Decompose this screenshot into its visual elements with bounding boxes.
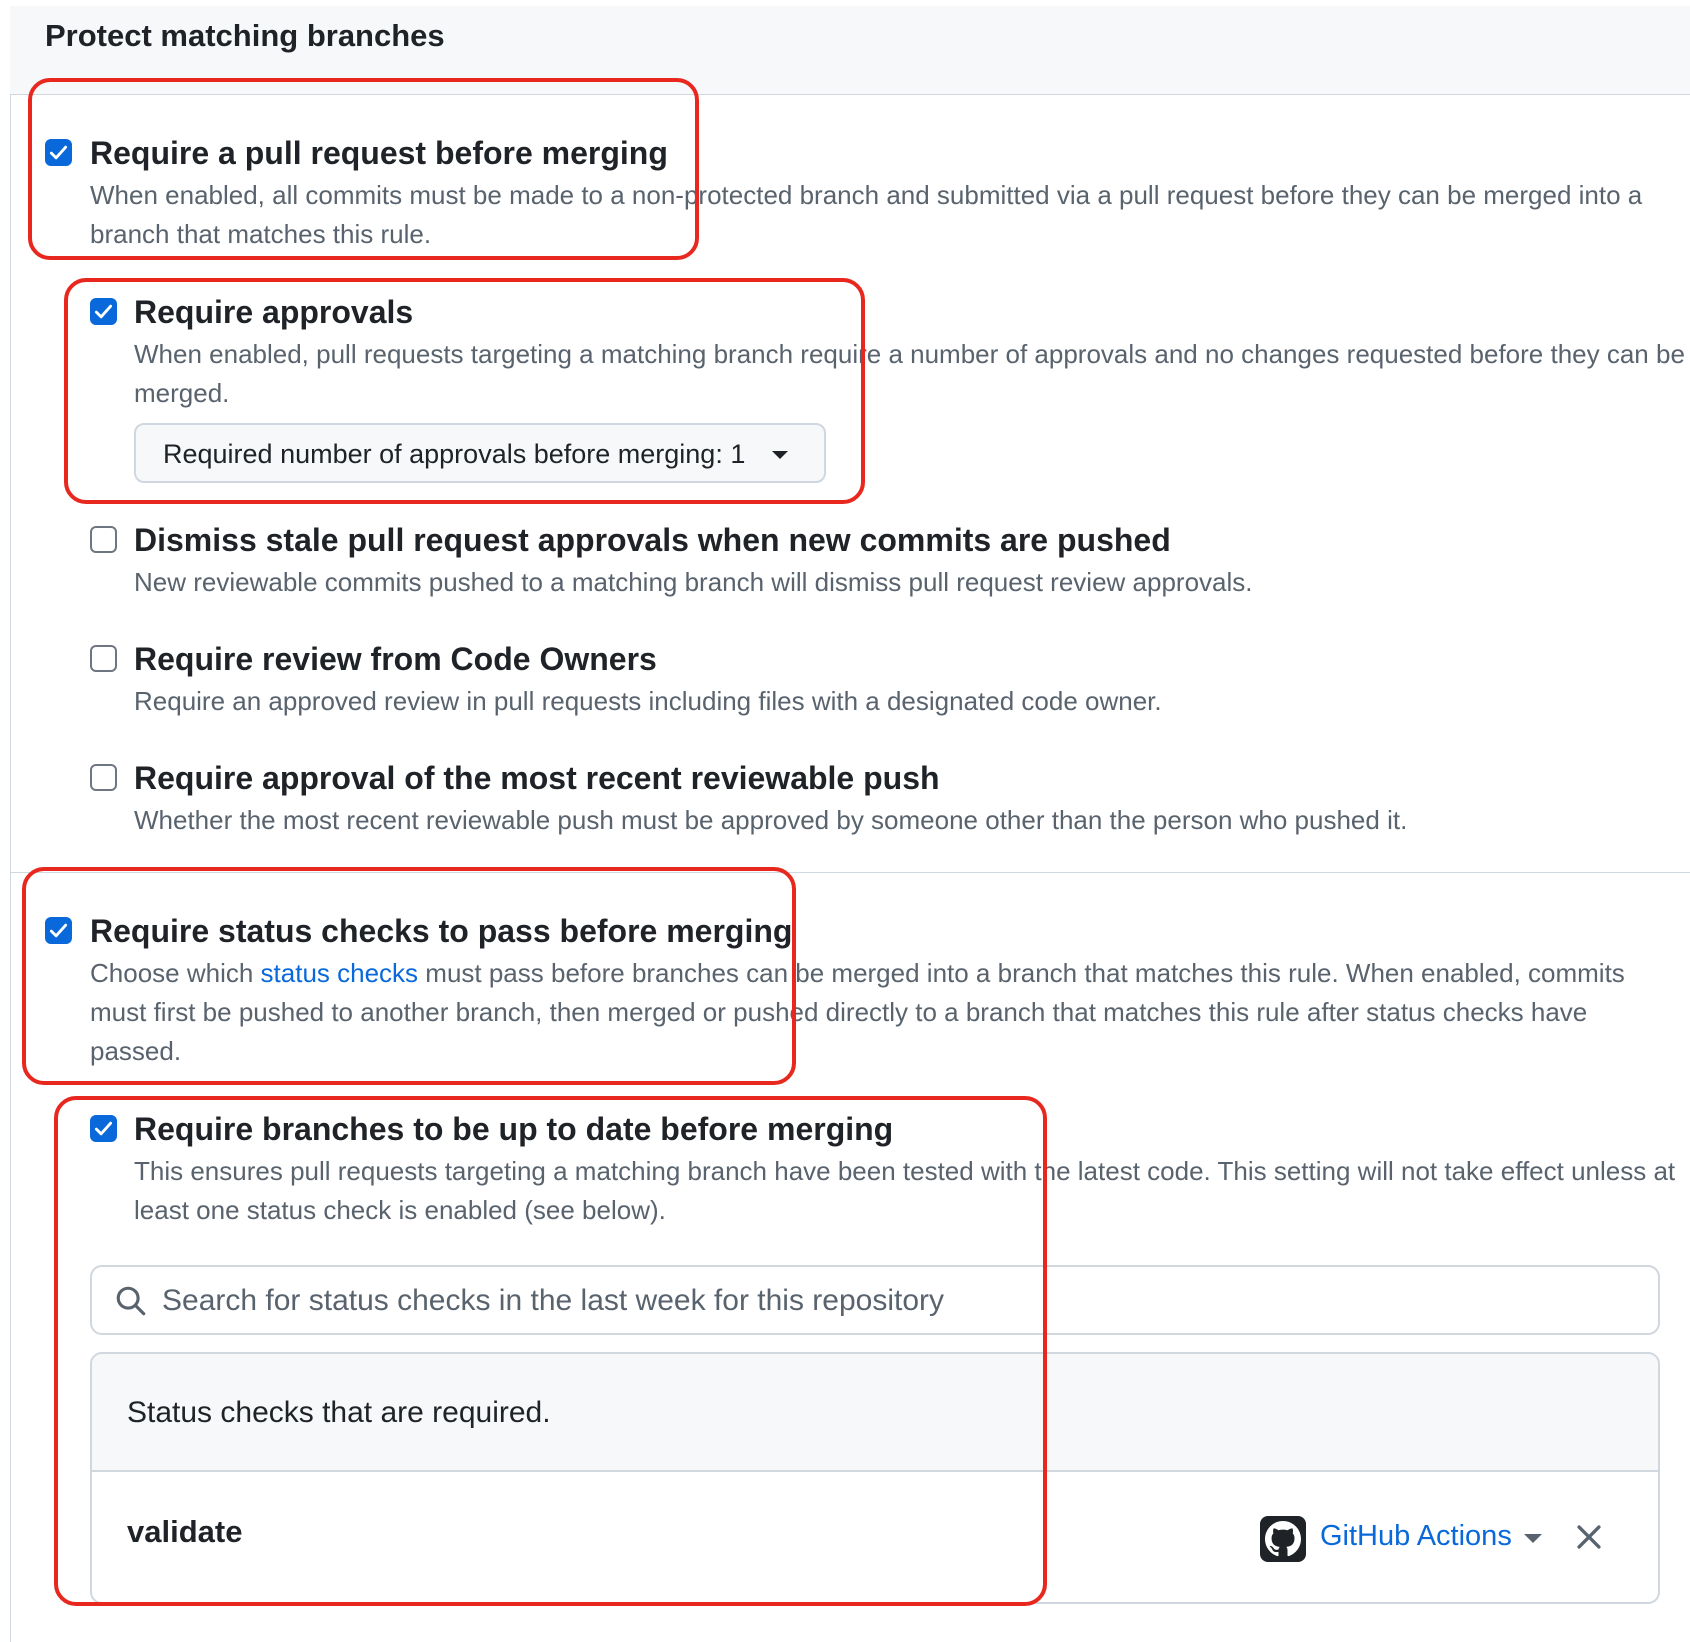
up-to-date-checkbox[interactable] [90,1115,117,1142]
required-checks-header-text: Status checks that are required. [127,1396,551,1429]
required-checks-header [92,1354,1658,1472]
status-checks-checkbox[interactable] [45,917,72,944]
status-checks-link[interactable]: status checks [260,958,419,988]
github-logo-icon [1260,1516,1306,1562]
github-actions-link[interactable]: GitHub Actions [1320,1520,1512,1552]
recent-push-checkbox[interactable] [90,764,117,791]
approvals-count-dropdown[interactable] [134,423,826,483]
status-checks-title[interactable]: Require status checks to pass before merging [90,913,793,949]
dismiss-stale-title[interactable]: Dismiss stale pull request approvals when new commits are pushed [134,522,1171,558]
chevron-down-icon [772,451,788,459]
code-owners-checkbox[interactable] [90,645,117,672]
up-to-date-description: This ensures pull requests targeting a matching branch have been tested with the latest code. This setting will not take effect unless at least one status check is enabled (see below). [134,1156,1676,1225]
status-checks-description: Choose which status checks must pass before branches can be merged into a branch that matches this rule. When enabled, commits must first be pushed to another branch, then merged or pushed directly to a branch that matches this rule after status checks have passed. [90,958,1625,1066]
checkmark-icon [49,921,68,940]
require-approvals-title[interactable]: Require approvals [134,294,414,330]
code-owners-title[interactable]: Require review from Code Owners [134,641,657,677]
section-title: Protect matching branches [45,18,445,53]
status-check-search-input[interactable] [90,1265,1660,1335]
recent-push-description: Whether the most recent reviewable push must be approved by someone other than the person who pushed it. [134,805,1408,835]
checkmark-icon [94,1119,113,1138]
required-checks-list [90,1352,1660,1604]
code-owners-description: Require an approved review in pull requests including files with a designated code owner. [134,686,1162,716]
up-to-date-title[interactable]: Require branches to be up to date before merging [134,1111,894,1147]
recent-push-title[interactable]: Require approval of the most recent reviewable push [134,760,940,796]
search-icon [114,1284,148,1318]
require-approvals-description: When enabled, pull requests targeting a matching branch require a number of approvals and no changes requested before they can be merged. [134,339,1685,408]
pull-request-title[interactable]: Require a pull request before merging [90,135,668,171]
checkmark-icon [94,302,113,321]
checkmark-icon [49,143,68,162]
dismiss-stale-checkbox[interactable] [90,526,117,553]
approvals-count-label: Required number of approvals before merging: 1 [163,439,746,469]
chevron-down-icon[interactable] [1524,1534,1542,1543]
dismiss-stale-description: New reviewable commits pushed to a matching branch will dismiss pull request review approvals. [134,567,1253,597]
search-placeholder: Search for status checks in the last week for this repository [162,1284,945,1317]
status-check-name: validate [127,1514,243,1549]
section-divider [10,872,1690,873]
pull-request-checkbox[interactable] [45,139,72,166]
require-approvals-checkbox[interactable] [90,298,117,325]
pull-request-description: When enabled, all commits must be made to a non-protected branch and submitted via a pull request before they can be merged into a branch that matches this rule. [90,180,1643,249]
close-icon[interactable] [1572,1520,1606,1554]
